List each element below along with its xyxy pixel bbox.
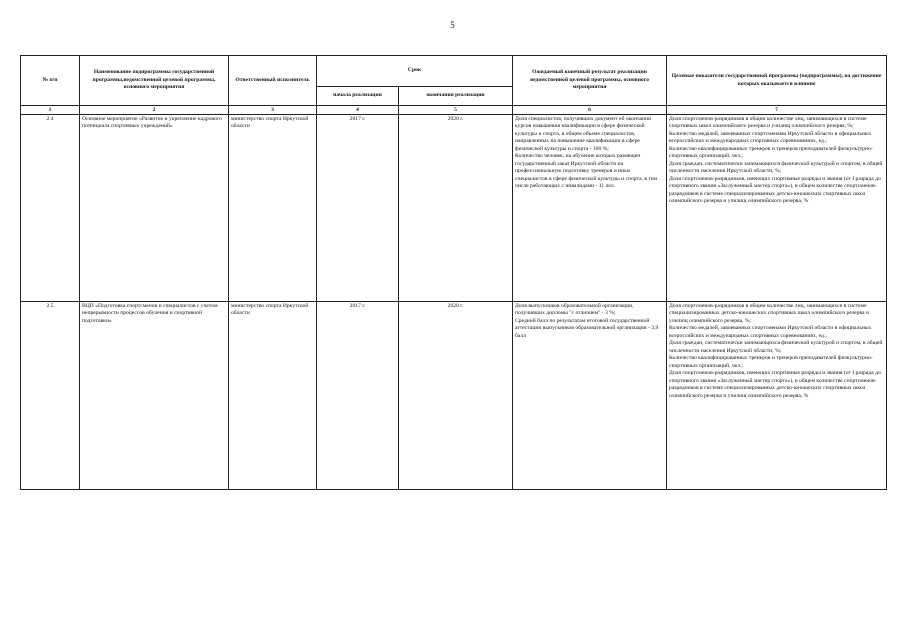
program-table [20,55,887,490]
header-start: начала реализации [317,87,399,106]
column-number: 1 [21,106,80,115]
column-number: 6 [513,106,667,115]
column-number: 7 [667,106,887,115]
row-result: Доля специалистов, получивших документ об окончании курсов повышения квалификации в сфере физической культуры и спорта, в общем объеме специалистов, направленных на повышение квалификации в сфере физической культуры и спорта - 100 %; Количество человек, на обучение которых размещен государственный заказ Иркутской области на профессиональную подготовку тренеров и иных специалистов в сфере физической культуры и спорта, в том числе работающих с инвалидами - 11 чел. [513,115,667,302]
row-executor: министерство спорта Иркутской области [229,115,317,302]
table-row [21,115,887,302]
header-name: Наименование подпрограммы государственной программы,ведомственной целевой программы, основного мероприятия [80,56,229,106]
row-start: 2017 г. [317,302,399,490]
row-end: 2020 г. [399,115,513,302]
row-end: 2020 г. [399,302,513,490]
row-name: ВЦП «Подготовка спортсменов и специалистов с учетом непрерывности процессов обучения и спортивной подготовки» [80,302,229,490]
table-row [21,302,887,490]
header-indicators: Целевые показатели государственной программы (подпрограммы), на достижение которых оказывается влияние [667,56,887,106]
column-number: 3 [229,106,317,115]
row-result: Доля выпускников образовательной организации, получивших дипломы "с отличием" - 3 %; Средний балл по результатам итоговой государственной аттестации выпускников образовательной организации - 3,9 балл [513,302,667,490]
header-term: Срок [317,56,513,87]
row-name: Основное мероприятие «Развитие и укрепление кадрового потенциала спортивных учреждений» [80,115,229,302]
column-number: 4 [317,106,399,115]
column-number: 5 [399,106,513,115]
header-num: № п/п [21,56,80,106]
row-number: 2.4 [21,115,80,302]
row-indicators: Доля спортсменов-разрядников в общем количестве лиц, занимающихся в системе специализированных детско-юношеских спортивных школ олимпийского резерва и училищ олимпийского резерва, %; Количество медалей, завоеванных спортсменами Иркутской области в официальных всероссийских и международных спортивных соревнованиях, ед.; Доля граждан, систематически занимающихся физической культурой и спортом, в общей численности населения Иркутской области, %; Количество квалифицированных тренеров и тренеров преподавателей физкультурно-спортивных организаций, чел.; Доля спортсменов-разрядников, имеющих спортивные разряды и звания (от I разряда до спортивного звания «Заслуженный мастер спорта»), в общем количестве спортсменов-разрядников в системе специализированных детско-юношеских спортивных школ олимпийского резерва и училищ олимпийского резерва, % [667,302,887,490]
header-executor: Ответственный исполнитель [229,56,317,106]
page-number: 5 [450,20,455,30]
column-number: 2 [80,106,229,115]
row-start: 2017 г. [317,115,399,302]
row-number: 2.5 [21,302,80,490]
row-executor: министерство спорта Иркутской области [229,302,317,490]
header-result: Ожидаемый конечный результат реализации ведомственной целевой программы, основного мероприятия [513,56,667,106]
row-indicators: Доля спортсменов-разрядников в общем количестве лиц, занимающихся в системе спортивных школ олимпийского резерва и училищ олимпийского резерва, %; Количество медалей, завоеванных спортсменами Иркутской области в официальных всероссийских и международных спортивных соревнованиях, ед.; Количество квалифицированных тренеров и тренеров преподавателей физкультурно-спортивных организаций, чел.; Доля граждан, систематически занимающихся физической культурой и спортом, в общей численности населения Иркутской области, %; Доля спортсменов-разрядников, имеющих спортивные разряды и звания (от I разряда до спортивного звания «Заслуженный мастер спорта»), в общем количестве спортсменов-разрядников в системе специализированных детско-юношеских спортивных школ олимпийского резерва и училищ олимпийского резерва, % [667,115,887,302]
header-end: окончания реализации [399,87,513,106]
